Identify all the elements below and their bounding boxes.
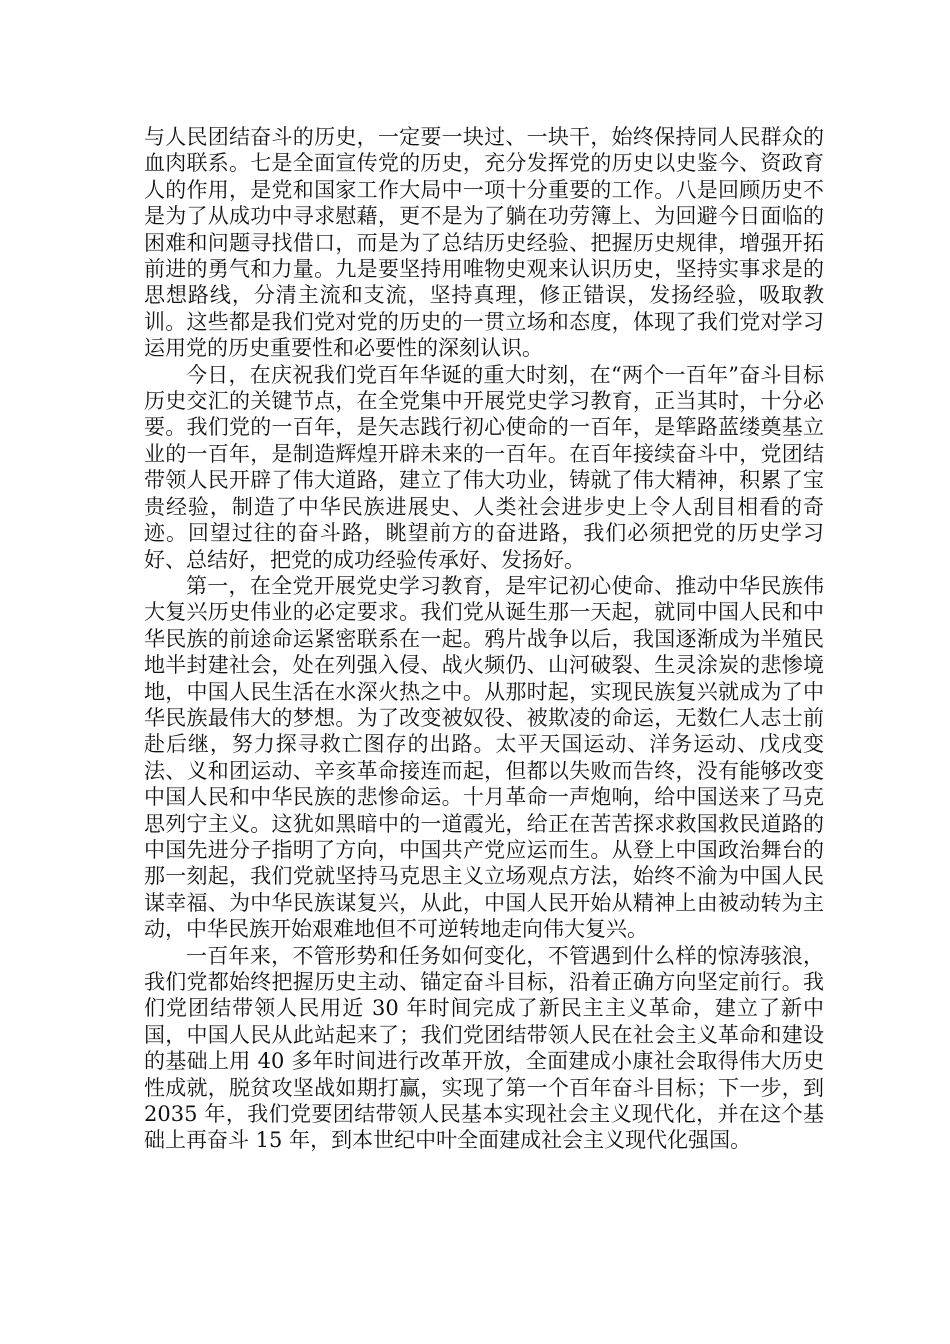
paragraph-4: 一百年来，不管形势和任务如何变化，不管遇到什么样的惊涛骇浪，我们党都始终把握历史主动、锚定奋斗目标，沿着正确方向坚定前行。我们党团结带领人民用近 30 年时间完成了新民主主义革命，建立了新中国，中国人民从此站起来了；我们党团结带领人民在社会主义革命和建设的基础上用 40 多年时间进行改革开放，全面建成小康社会取得伟大历史性成就，脱贫攻坚战如期打赢，实现了第一个百年奋斗目标；下一步，到 2035 年，我们党要团结带领人民基本实现社会主义现代化，并在这个基础上再奋斗 15 年，到本世纪中叶全面建成社会主义现代化强国。: [144, 943, 824, 1153]
paragraph-1: 与人民团结奋斗的历史，一定要一块过、一块干，始终保持同人民群众的血肉联系。七是全面宣传党的历史，充分发挥党的历史以史鉴今、资政育人的作用，是党和国家工作大局中一项十分重要的工作。八是回顾历史不是为了从成功中寻求慰藉，更不是为了躺在功劳簿上、为回避今日面临的困难和问题寻找借口，而是为了总结历史经验、把握历史规律，增强开拓前进的勇气和力量。九是要坚持用唯物史观来认识历史，坚持实事求是的思想路线，分清主流和支流，坚持真理，修正错误，发扬经验，吸取教训。这些都是我们党对党的历史的一贯立场和态度，体现了我们党对学习运用党的历史重要性和必要性的深刻认识。: [144, 125, 824, 361]
paragraph-3: 第一，在全党开展党史学习教育，是牢记初心使命、推动中华民族伟大复兴历史伟业的必定要求。我们党从诞生那一天起，就同中国人民和中华民族的前途命运紧密联系在一起。鸦片战争以后，我国逐渐成为半殖民地半封建社会，处在列强入侵、战火频仍、山河破裂、生灵涂炭的悲惨境地，中国人民生活在水深火热之中。从那时起，实现民族复兴就成为了中华民族最伟大的梦想。为了改变被奴役、被欺凌的命运，无数仁人志士前赴后继，努力探寻救亡图存的出路。太平天国运动、洋务运动、戊戌变法、义和团运动、辛亥革命接连而起，但都以失败而告终，没有能够改变中国人民和中华民族的悲惨命运。十月革命一声炮响，给中国送来了马克思列宁主义。这犹如黑暗中的一道霞光，给正在苦苦探求救国救民道路的中国先进分子指明了方向，中国共产党应运而生。从登上中国政治舞台的那一刻起，我们党就坚持马克思主义立场观点方法，始终不渝为中国人民谋幸福、为中华民族谋复兴，从此，中国人民开始从精神上由被动转为主动，中华民族开始艰难地但不可逆转地走向伟大复兴。: [144, 573, 824, 942]
paragraph-2: 今日，在庆祝我们党百年华诞的重大时刻，在“两个一百年”奋斗目标历史交汇的关键节点，在全党集中开展党史学习教育，正当其时，十分必要。我们党的一百年，是矢志践行初心使命的一百年，是筚路蓝缕奠基立业的一百年，是制造辉煌开辟未来的一百年。在百年接续奋斗中，党团结带领人民开辟了伟大道路，建立了伟大功业，铸就了伟大精神，积累了宝贵经验，制造了中华民族进展史、人类社会进步史上令人刮目相看的奇迹。回望过往的奋斗路，眺望前方的奋进路，我们必须把党的历史学习好、总结好，把党的成功经验传承好、发扬好。: [144, 362, 824, 572]
document-body: [144, 124, 824, 1154]
